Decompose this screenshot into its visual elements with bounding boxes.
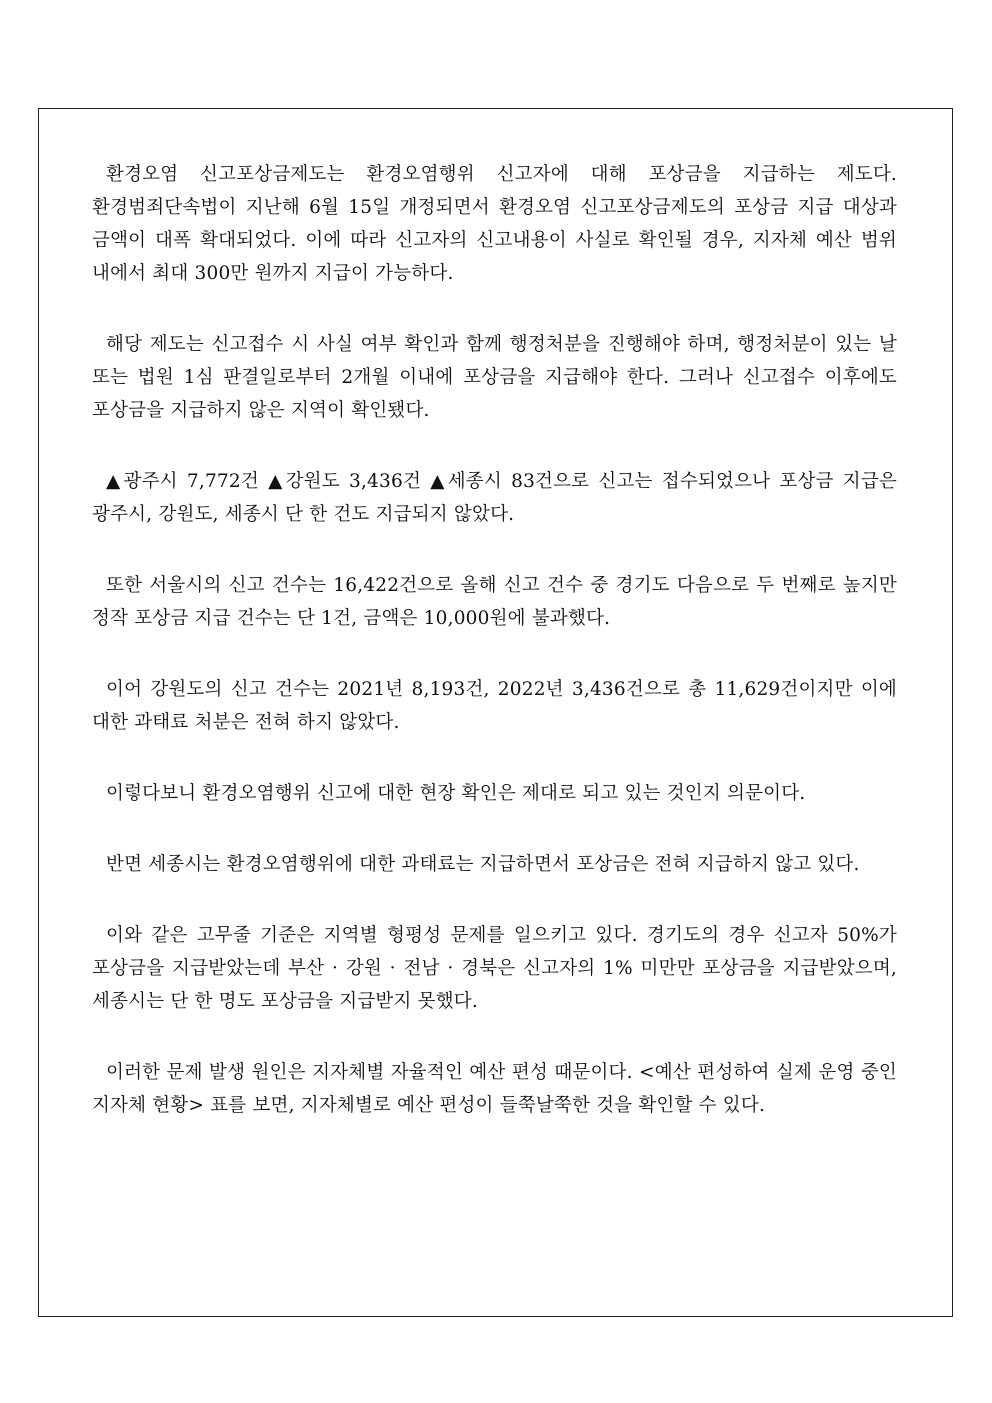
paragraph-3: ▲광주시 7,772건 ▲강원도 3,436건 ▲세종시 83건으로 신고는 접수되었으나 포상금 지급은 광주시, 강원도, 세종시 단 한 건도 지급되지 않았다.	[92, 471, 897, 525]
paragraph-9: 이러한 문제 발생 원인은 지자체별 자율적인 예산 편성 때문이다. <예산 편성하여 실제 운영 중인 지자체 현황> 표를 보면, 지자체별로 예산 편성이 들쭉날쭉한 것을 확인할 수 있다.	[92, 1062, 897, 1116]
paragraph-7: 반면 세종시는 환경오염행위에 대한 과태료는 지급하면서 포상금은 전혀 지급하지 않고 있다.	[106, 854, 860, 875]
paragraph-1: 환경오염 신고포상금제도는 환경오염행위 신고자에 대해 포상금을 지급하는 제도다. 환경범죄단속법이 지난해 6월 15일 개정되면서 환경오염 신고포상금제도의 포상금 지급 대상과 금액이 대폭 확대되었다. 이에 따라 신고자의 신고내용이 사실로 확인될 경우, 지자체 예산 범위 내에서 최대 300만 원까지 지급이 가능하다.	[92, 164, 897, 284]
paragraph-8: 이와 같은 고무줄 기준은 지역별 형평성 문제를 일으키고 있다. 경기도의 경우 신고자 50%가 포상금을 지급받았는데 부산 · 강원 · 전남 · 경북은 신고자의 1% 미만만 포상금을 지급받았으며, 세종시는 단 한 명도 포상금을 지급받지 못했다.	[92, 925, 897, 1012]
document-body	[92, 158, 897, 1160]
paragraph-5: 이어 강원도의 신고 건수는 2021년 8,193건, 2022년 3,436건으로 총 11,629건이지만 이에 대한 과태료 처분은 전혀 하지 않았다.	[92, 679, 897, 733]
paragraph-2: 해당 제도는 신고접수 시 사실 여부 확인과 함께 행정처분을 진행해야 하며, 행정처분이 있는 날 또는 법원 1심 판결일로부터 2개월 이내에 포상금을 지급해야 한다. 그러나 신고접수 이후에도 포상금을 지급하지 않은 지역이 확인됐다.	[92, 334, 897, 421]
paragraph-6: 이렇다보니 환경오염행위 신고에 대한 현장 확인은 제대로 되고 있는 것인지 의문이다.	[106, 783, 806, 804]
paragraph-4: 또한 서울시의 신고 건수는 16,422건으로 올해 신고 건수 중 경기도 다음으로 두 번째로 높지만 정작 포상금 지급 건수는 단 1건, 금액은 10,000원에 불과했다.	[92, 575, 897, 629]
